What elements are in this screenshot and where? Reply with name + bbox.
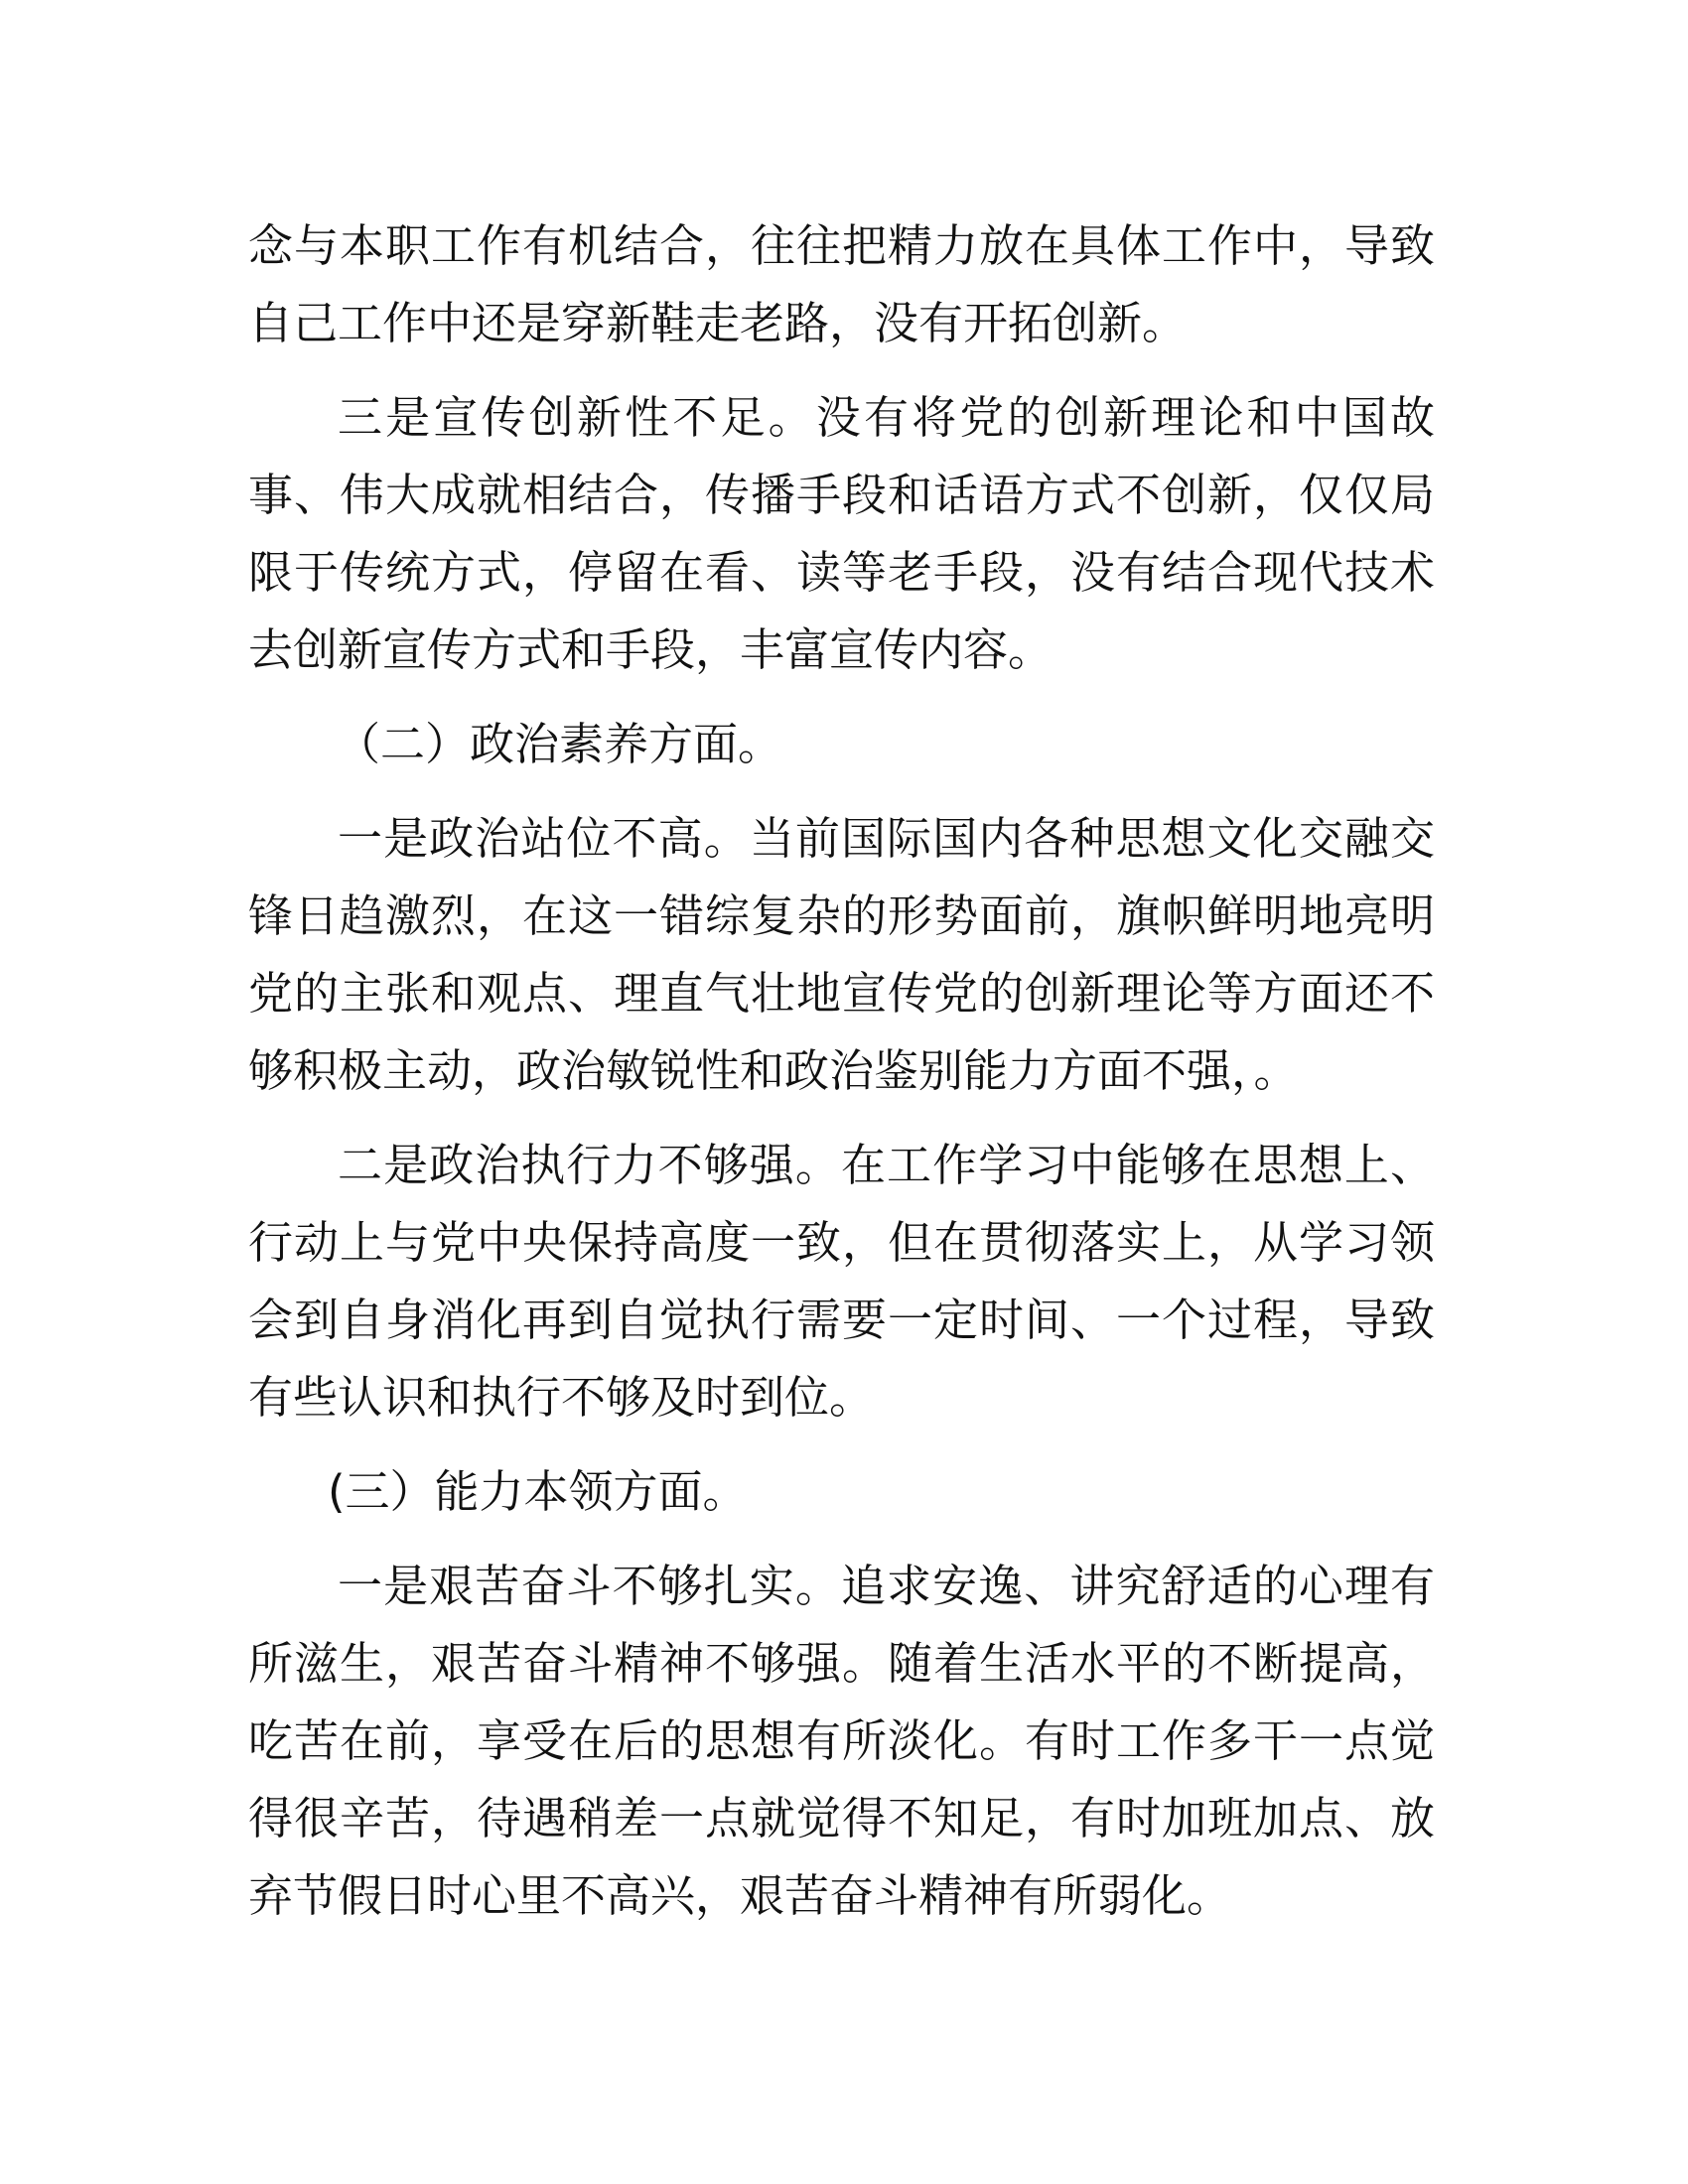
paragraph-continuation: 念与本职工作有机结合，往往把精力放在具体工作中，导致自己工作中还是穿新鞋走老路，没有开拓创新。: [248, 219, 1435, 349]
document-body: [248, 207, 1435, 1952]
paragraph-hard-work: 一是艰苦奋斗不够扎实。追求安逸、讲究舒适的心理有所滋生，艰苦奋斗精神不够强。随着生活水平的不断提高，吃苦在前，享受在后的思想有所淡化。有时工作多干一点觉得很辛苦，待遇稍差一点就觉得不知足，有时加班加点、放弃节假日时心里不高兴，艰苦奋斗精神有所弱化。: [248, 1560, 1435, 1922]
section-heading-political-literacy: （二）政治素养方面。: [336, 718, 783, 770]
paragraph-political-stance: 一是政治站位不高。当前国际国内各种思想文化交融交锋日趋激烈，在这一错综复杂的形势面前，旗帜鲜明地亮明党的主张和观点、理直气壮地宣传党的创新理论等方面还不够积极主动，政治敏锐性和政治鉴别能力方面不强，。: [248, 812, 1435, 1097]
paragraph-political-execution: 二是政治执行力不够强。在工作学习中能够在思想上、行动上与党中央保持高度一致，但在贯彻落实上，从学习领会到自身消化再到自觉执行需要一定时间、一个过程，导致有些认识和执行不够及时到位。: [248, 1139, 1435, 1424]
section-heading-ability: (三）能力本领方面。: [328, 1465, 748, 1518]
paragraph-propaganda-innovation: 三是宣传创新性不足。没有将党的创新理论和中国故事、伟大成就相结合，传播手段和话语方式不创新，仅仅局限于传统方式，停留在看、读等老手段，没有结合现代技术去创新宣传方式和手段，丰富宣传内容。: [248, 391, 1435, 676]
